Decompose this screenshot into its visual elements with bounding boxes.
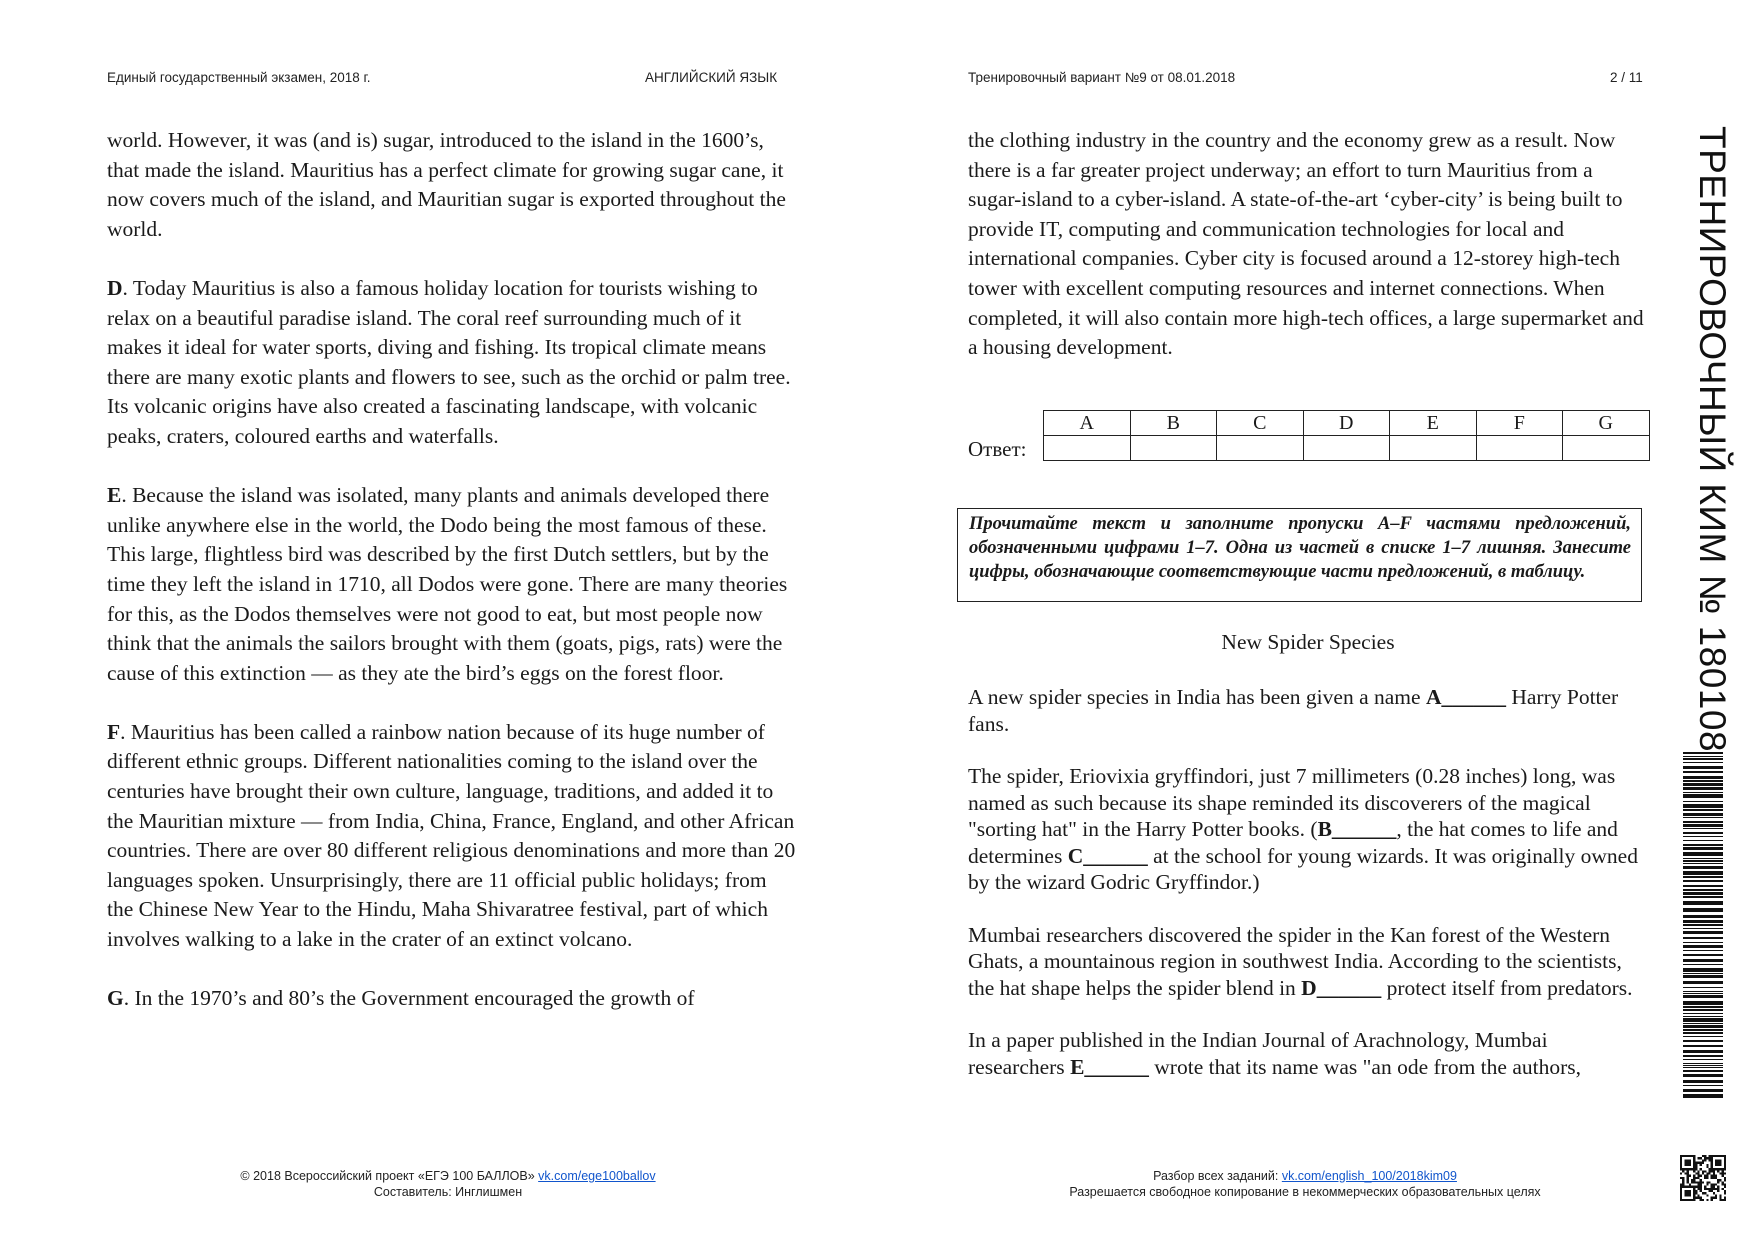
answer-col-header: C: [1217, 411, 1304, 436]
footer-review-prefix: Разбор всех заданий:: [1153, 1169, 1282, 1183]
paragraph-d-label: D: [107, 275, 123, 300]
spider-text: [968, 684, 1648, 1080]
answer-col-header: E: [1390, 411, 1477, 436]
right-column: [968, 126, 1648, 363]
gap-a: A______: [1425, 685, 1506, 709]
footer-review-link[interactable]: vk.com/english_100/2018kim09: [1281, 1169, 1457, 1183]
answer-table-header-row: [1044, 411, 1650, 436]
qr-code-icon: [1680, 1155, 1726, 1201]
text-span: at the school for young wizards. It was originally owned by the wizard Godric Gryffindor.): [968, 843, 1638, 894]
text-span: , the hat comes to life and determines: [968, 817, 1618, 868]
answer-cell[interactable]: [1130, 436, 1217, 461]
spider-paragraph-4: [968, 1027, 1648, 1080]
answer-col-header: G: [1563, 411, 1650, 436]
gap-b: B______: [1317, 817, 1397, 841]
left-column: [107, 126, 797, 1014]
gap-d: D______: [1301, 975, 1382, 1000]
paragraph-g-continued: the clothing industry in the country and the economy grew as a result. Now there is a far greater project underway; an effort to turn Mauritius from a sugar-island to a cyber-island. A state-of-the-art ‘cyber-city’ is being built to provide IT, computing and communication technologies for local and international companies. Cyber city is focused around a 12-storey high-tech tower with excellent computing resources and internet connections. When completed, it will also contain more high-tech offices, a large supermarket and a housing development.: [968, 128, 1644, 360]
paragraph-c-continued: world. However, it was (and is) sugar, introduced to the island in the 1600’s, that made the island. Mauritius has a perfect climate for growing sugar cane, it now covers much of the island, and Mauritian sugar is exported throughout the world.: [107, 128, 786, 241]
text-span: In a paper published in the Indian Journal of Arachnology, Mumbai researchers: [968, 1028, 1548, 1079]
paragraph-g: [107, 984, 797, 1014]
answer-cell[interactable]: [1044, 436, 1131, 461]
text-span: wrote that its name was "an ode from the authors,: [1148, 1054, 1581, 1079]
text-span: Harry Potter fans.: [968, 685, 1619, 736]
answer-cell[interactable]: [1476, 436, 1563, 461]
paragraph-f-text: . Mauritius has been called a rainbow nation because of its huge number of different ethnic groups. Different nationalities coming to the island over the centuries have brought their own culture, language, traditions, and added it to the Mauritian mixture — from India, China, France, England, and other African countries. There are over 80 different religious denominations and more than 20 languages spoken. Unsurprisingly, there are 11 official public holidays; from the Chinese New Year to the Hindu, Maha Shivaratree festival, part of which involves walking to a lake in the crater of an extinct volcano.: [107, 719, 796, 952]
footer-project-link[interactable]: vk.com/ege100ballov: [538, 1169, 656, 1183]
vertical-kim-title-text: ТРЕНИРОВОЧНЫЙ КИМ № 180108: [1692, 126, 1733, 753]
task-instruction: Прочитайте текст и заполните пропуски A–F частями предложений, обозначенными цифрами 1–7. Одна из частей в списке 1–7 лишняя. Занесите цифры, обозначающие соответствующие части предложений, в таблицу.: [957, 508, 1642, 602]
spider-paragraph-2: [968, 763, 1648, 896]
answer-cell[interactable]: [1563, 436, 1650, 461]
answer-table-input-row: [1044, 436, 1650, 461]
gap-e: E______: [1070, 1054, 1149, 1079]
paragraph-f-label: F: [107, 719, 121, 744]
text-span: Mumbai researchers discovered the spider in the Kan forest of the Western Ghats, a mountainous region in southwest India. According to the scientists, the hat shape helps the spider blend in: [968, 922, 1622, 1000]
header-exam-title: Единый государственный экзамен, 2018 г.: [107, 70, 371, 85]
answer-cell[interactable]: [1390, 436, 1477, 461]
header-subject: АНГЛИЙСКИЙ ЯЗЫК: [645, 70, 778, 85]
answer-col-header: D: [1303, 411, 1390, 436]
paragraph-g-text: . In the 1970’s and 80’s the Government encouraged the growth of: [123, 986, 695, 1011]
answer-col-header: A: [1044, 411, 1131, 436]
spider-paragraph-3: [968, 922, 1648, 1002]
footer-review-line: [1010, 1168, 1600, 1184]
paragraph-f: [107, 718, 797, 955]
answer-label: Ответ:: [968, 437, 1027, 461]
paragraph-e: [107, 481, 797, 688]
text-span: A new spider species in India has been given a name: [968, 685, 1426, 709]
text-span: protect itself from predators.: [1381, 975, 1633, 1000]
spider-text-title: New Spider Species: [1221, 630, 1395, 654]
footer-left: [198, 1168, 698, 1200]
answer-cell[interactable]: [1303, 436, 1390, 461]
barcode-icon: [1683, 752, 1723, 1100]
paragraph-g-label: G: [107, 986, 124, 1011]
answer-col-header: F: [1476, 411, 1563, 436]
header-variant: Тренировочный вариант №9 от 08.01.2018: [968, 70, 1236, 85]
footer-author: Составитель: Инглишмен: [373, 1185, 523, 1199]
vertical-kim-title: [1692, 126, 1733, 753]
text-span: The spider, Eriovixia gryffindori, just 7 millimeters (0.28 inches) long, was named as such because its shape reminded its discoverers of the magical "sorting hat" in the Harry Potter books. (: [968, 764, 1616, 841]
paragraph-d: [107, 274, 797, 452]
answer-col-header: B: [1130, 411, 1217, 436]
gap-c: C______: [1067, 843, 1148, 868]
header-page-number: 2 / 11: [1610, 70, 1643, 85]
footer-copy-note: Разрешается свободное копирование в некоммерческих образовательных целях: [1069, 1185, 1541, 1199]
answer-cell[interactable]: [1217, 436, 1304, 461]
answer-table: [1043, 410, 1650, 461]
paragraph-e-label: E: [107, 483, 122, 508]
paragraph-e-text: . Because the island was isolated, many plants and animals developed there unlike anywhere else in the world, the Dodo being the most famous of these. This large, flightless bird was described by the first Dutch settlers, but by the time they left the island in 1710, all Dodos were gone. There are many theories for this, as the Dodos themselves were not good to eat, but most people now think that the animals the sailors brought with them (goats, pigs, rats) were the cause of this extinction — as they ate the bird’s eggs on the forest floor.: [107, 483, 788, 685]
footer-copyright: © 2018 Всероссийский проект «ЕГЭ 100 БАЛЛОВ»: [240, 1169, 539, 1183]
spider-paragraph-1: [968, 684, 1648, 737]
footer-right: [1010, 1168, 1600, 1200]
footer-copyright-line: [198, 1168, 698, 1184]
paragraph-d-text: . Today Mauritius is also a famous holiday location for tourists wishing to relax on a beautiful paradise island. The coral reef surrounding much of it makes it ideal for water sports, diving and fishing. Its tropical climate means there are many exotic plants and flowers to see, such as the orchid or palm tree. Its volcanic origins have also created a fascinating landscape, with volcanic peaks, craters, coloured earths and waterfalls.: [107, 275, 791, 448]
